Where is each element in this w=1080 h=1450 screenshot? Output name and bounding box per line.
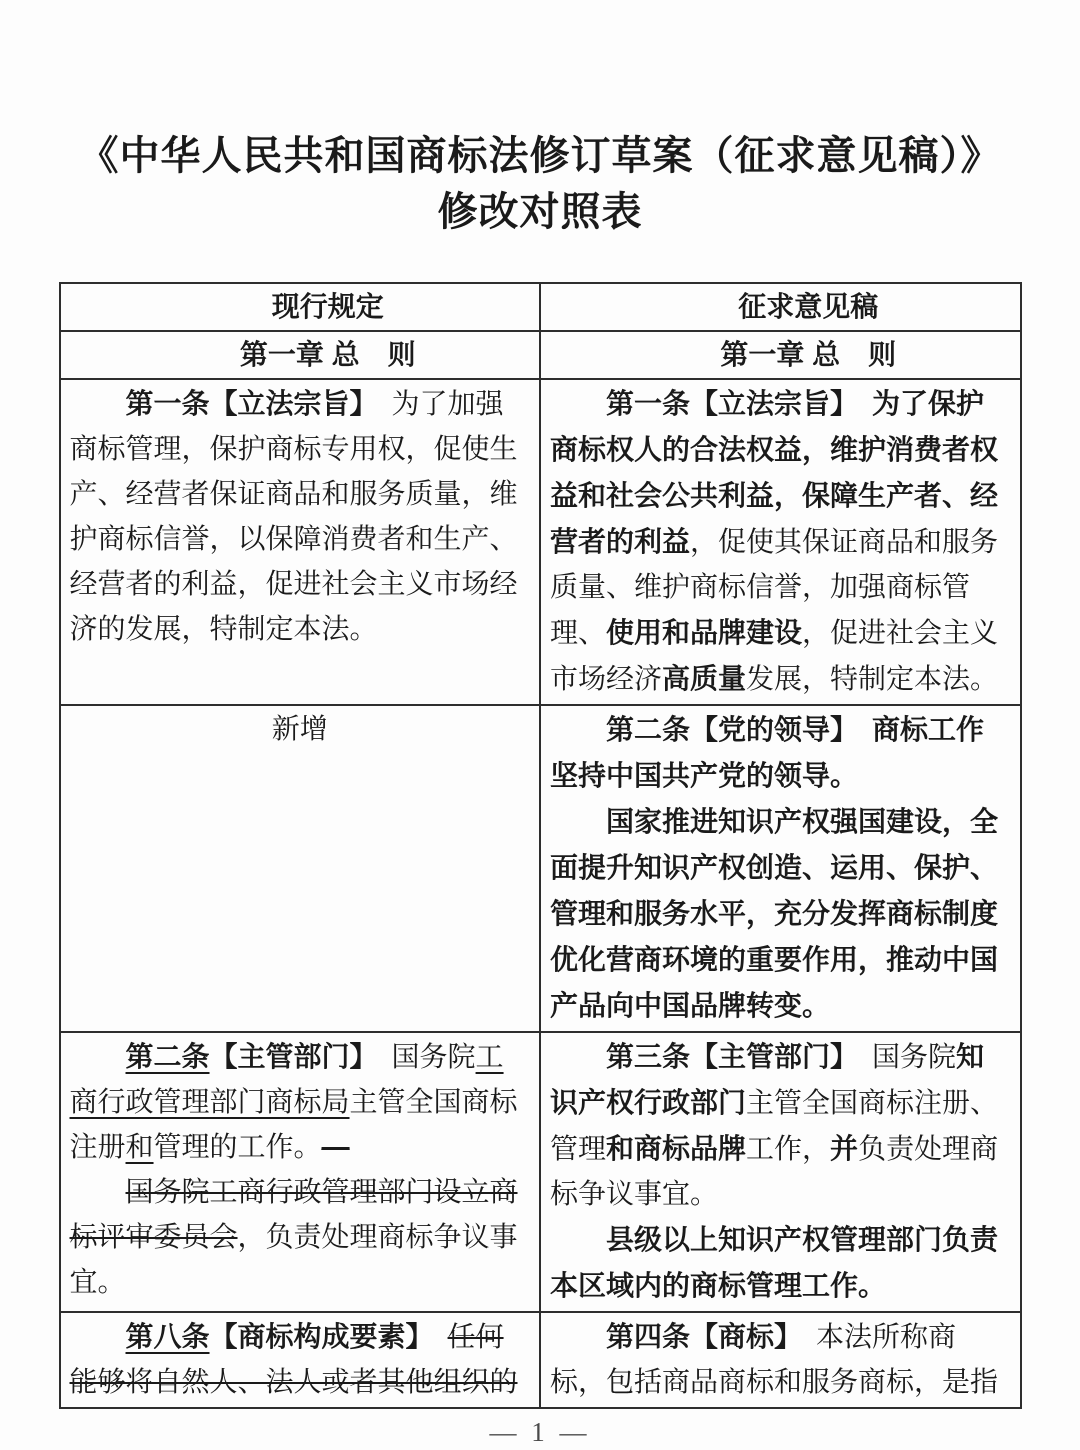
- text-segment: 和商标品牌: [606, 1133, 747, 1164]
- text-segment: 任何能够将自然人、法人或者其他组织的: [69, 1322, 518, 1398]
- text-segment: 国务院: [844, 1042, 957, 1073]
- paragraph: [541, 284, 1020, 330]
- table-row: [60, 283, 1021, 331]
- text-segment: 第一章 总 则: [720, 339, 897, 370]
- title-line-1: 《中华人民共和国商标法修订草案（征求意见稿）》: [78, 133, 1002, 178]
- text-segment: 高质量: [662, 663, 747, 694]
- paragraph: [61, 332, 540, 378]
- text-segment: 主管全国商标注册、管理: [550, 1088, 999, 1165]
- text-segment: [420, 1322, 448, 1353]
- draft-cell: [540, 1312, 1021, 1408]
- paragraph: [541, 332, 1020, 378]
- text-segment: 使用和品牌建设: [606, 617, 803, 648]
- page-number: — 1 —: [489, 1417, 591, 1447]
- document-title: [0, 0, 1080, 240]
- draft-cell: [540, 331, 1021, 379]
- paragraph: [550, 1034, 1011, 1217]
- text-segment: 现行规定: [271, 291, 384, 322]
- text-segment: 和: [125, 1132, 154, 1163]
- table-row: [60, 379, 1021, 705]
- text-segment: 第三条【主管部门】: [606, 1041, 845, 1072]
- paragraph: [61, 284, 540, 330]
- text-segment: 负责处理商标争议事宜。: [550, 1134, 999, 1210]
- text-segment: 国务院: [363, 1042, 476, 1073]
- text-segment: ，负责处理商标争议事宜。: [69, 1222, 518, 1298]
- text-segment: 为了加强商标管理，保护商标专用权，促使生产、经营者保证商品和服务质量，维护商标信誉，以保障消费者和生产、经营者的利益，促进社会主义市场经济的发展，特制定本法。: [69, 389, 518, 645]
- table-row: [60, 1312, 1021, 1408]
- text-segment: ，促使其保证商品和服务质量、维护商标信誉，加强商标管理、: [550, 527, 999, 649]
- text-segment: [844, 389, 872, 420]
- current-law-cell: [60, 379, 541, 705]
- table-row: [60, 705, 1021, 1032]
- current-law-cell: [60, 1312, 541, 1408]
- text-segment: 县级以上知识产权管理部门负责本区域内的商标管理工作。: [550, 1224, 999, 1301]
- text-segment: 主管全国商标注册: [69, 1087, 518, 1163]
- text-segment: ，促进社会主义市场经济: [550, 618, 999, 695]
- text-segment: 知识产权行政部门: [550, 1041, 985, 1118]
- text-segment: 第八条: [125, 1321, 210, 1352]
- text-segment: 第一条【立法宗旨】: [606, 388, 845, 419]
- text-segment: 征求意见稿: [738, 291, 879, 322]
- draft-cell: [540, 379, 1021, 705]
- paragraph: [70, 1034, 531, 1170]
- text-segment: —: [321, 1132, 350, 1163]
- table-row: [60, 1032, 1021, 1312]
- paragraph: [550, 1314, 1011, 1405]
- current-law-cell: [60, 331, 541, 379]
- paragraph: [550, 799, 1011, 1029]
- paragraph: [70, 1170, 531, 1305]
- current-law-cell: [60, 705, 541, 1032]
- text-segment: 为了保护商标权人的合法权益，维护消费者权益和社会公共利益，保障生产者、经营者的利益: [550, 388, 999, 557]
- text-segment: 发展，特制定本法。: [746, 664, 999, 695]
- paragraph: [70, 1314, 531, 1405]
- text-segment: 第二条【党的领导】 商标工作坚持中国共产党的领导。: [550, 714, 985, 791]
- paragraph: [70, 707, 531, 752]
- text-segment: 第一章 总 则: [239, 339, 416, 370]
- draft-cell: [540, 705, 1021, 1032]
- text-segment: 新增: [271, 714, 328, 745]
- text-segment: 【主管部门】: [209, 1041, 364, 1072]
- paragraph: [550, 707, 1011, 799]
- paragraph: [550, 1217, 1011, 1309]
- text-segment: 第四条【商标】: [606, 1321, 789, 1352]
- text-segment: 本法所称商标，包括商品商标和服务商标，是指: [550, 1322, 999, 1398]
- comparison-table-body: [60, 283, 1021, 1408]
- comparison-table: [59, 282, 1022, 1409]
- text-segment: 第一条【立法宗旨】: [125, 388, 364, 419]
- text-segment: 并: [830, 1133, 859, 1164]
- draft-cell: [540, 283, 1021, 331]
- text-segment: 【商标构成要素】: [209, 1321, 420, 1352]
- text-segment: 国务院工商行政管理部门设立商标评审委员会: [69, 1177, 518, 1253]
- text-segment: 管理的工作。: [153, 1132, 322, 1163]
- text-segment: 国家推进知识产权强国建设，全面提升知识产权创造、运用、保护、管理和服务水平，充分发挥商标制度优化营商环境的重要作用，推动中国产品向中国品牌转变。: [550, 806, 999, 1021]
- current-law-cell: [60, 283, 541, 331]
- current-law-cell: [60, 1032, 541, 1312]
- paragraph: [550, 381, 1011, 702]
- text-segment: 第二条: [125, 1041, 210, 1072]
- paragraph: [70, 381, 531, 652]
- title-line-2: 修改对照表: [437, 189, 643, 234]
- text-segment: 工商行政管理部门商标局: [69, 1042, 504, 1118]
- table-row: [60, 331, 1021, 379]
- text-segment: 工作，: [746, 1134, 831, 1165]
- draft-cell: [540, 1032, 1021, 1312]
